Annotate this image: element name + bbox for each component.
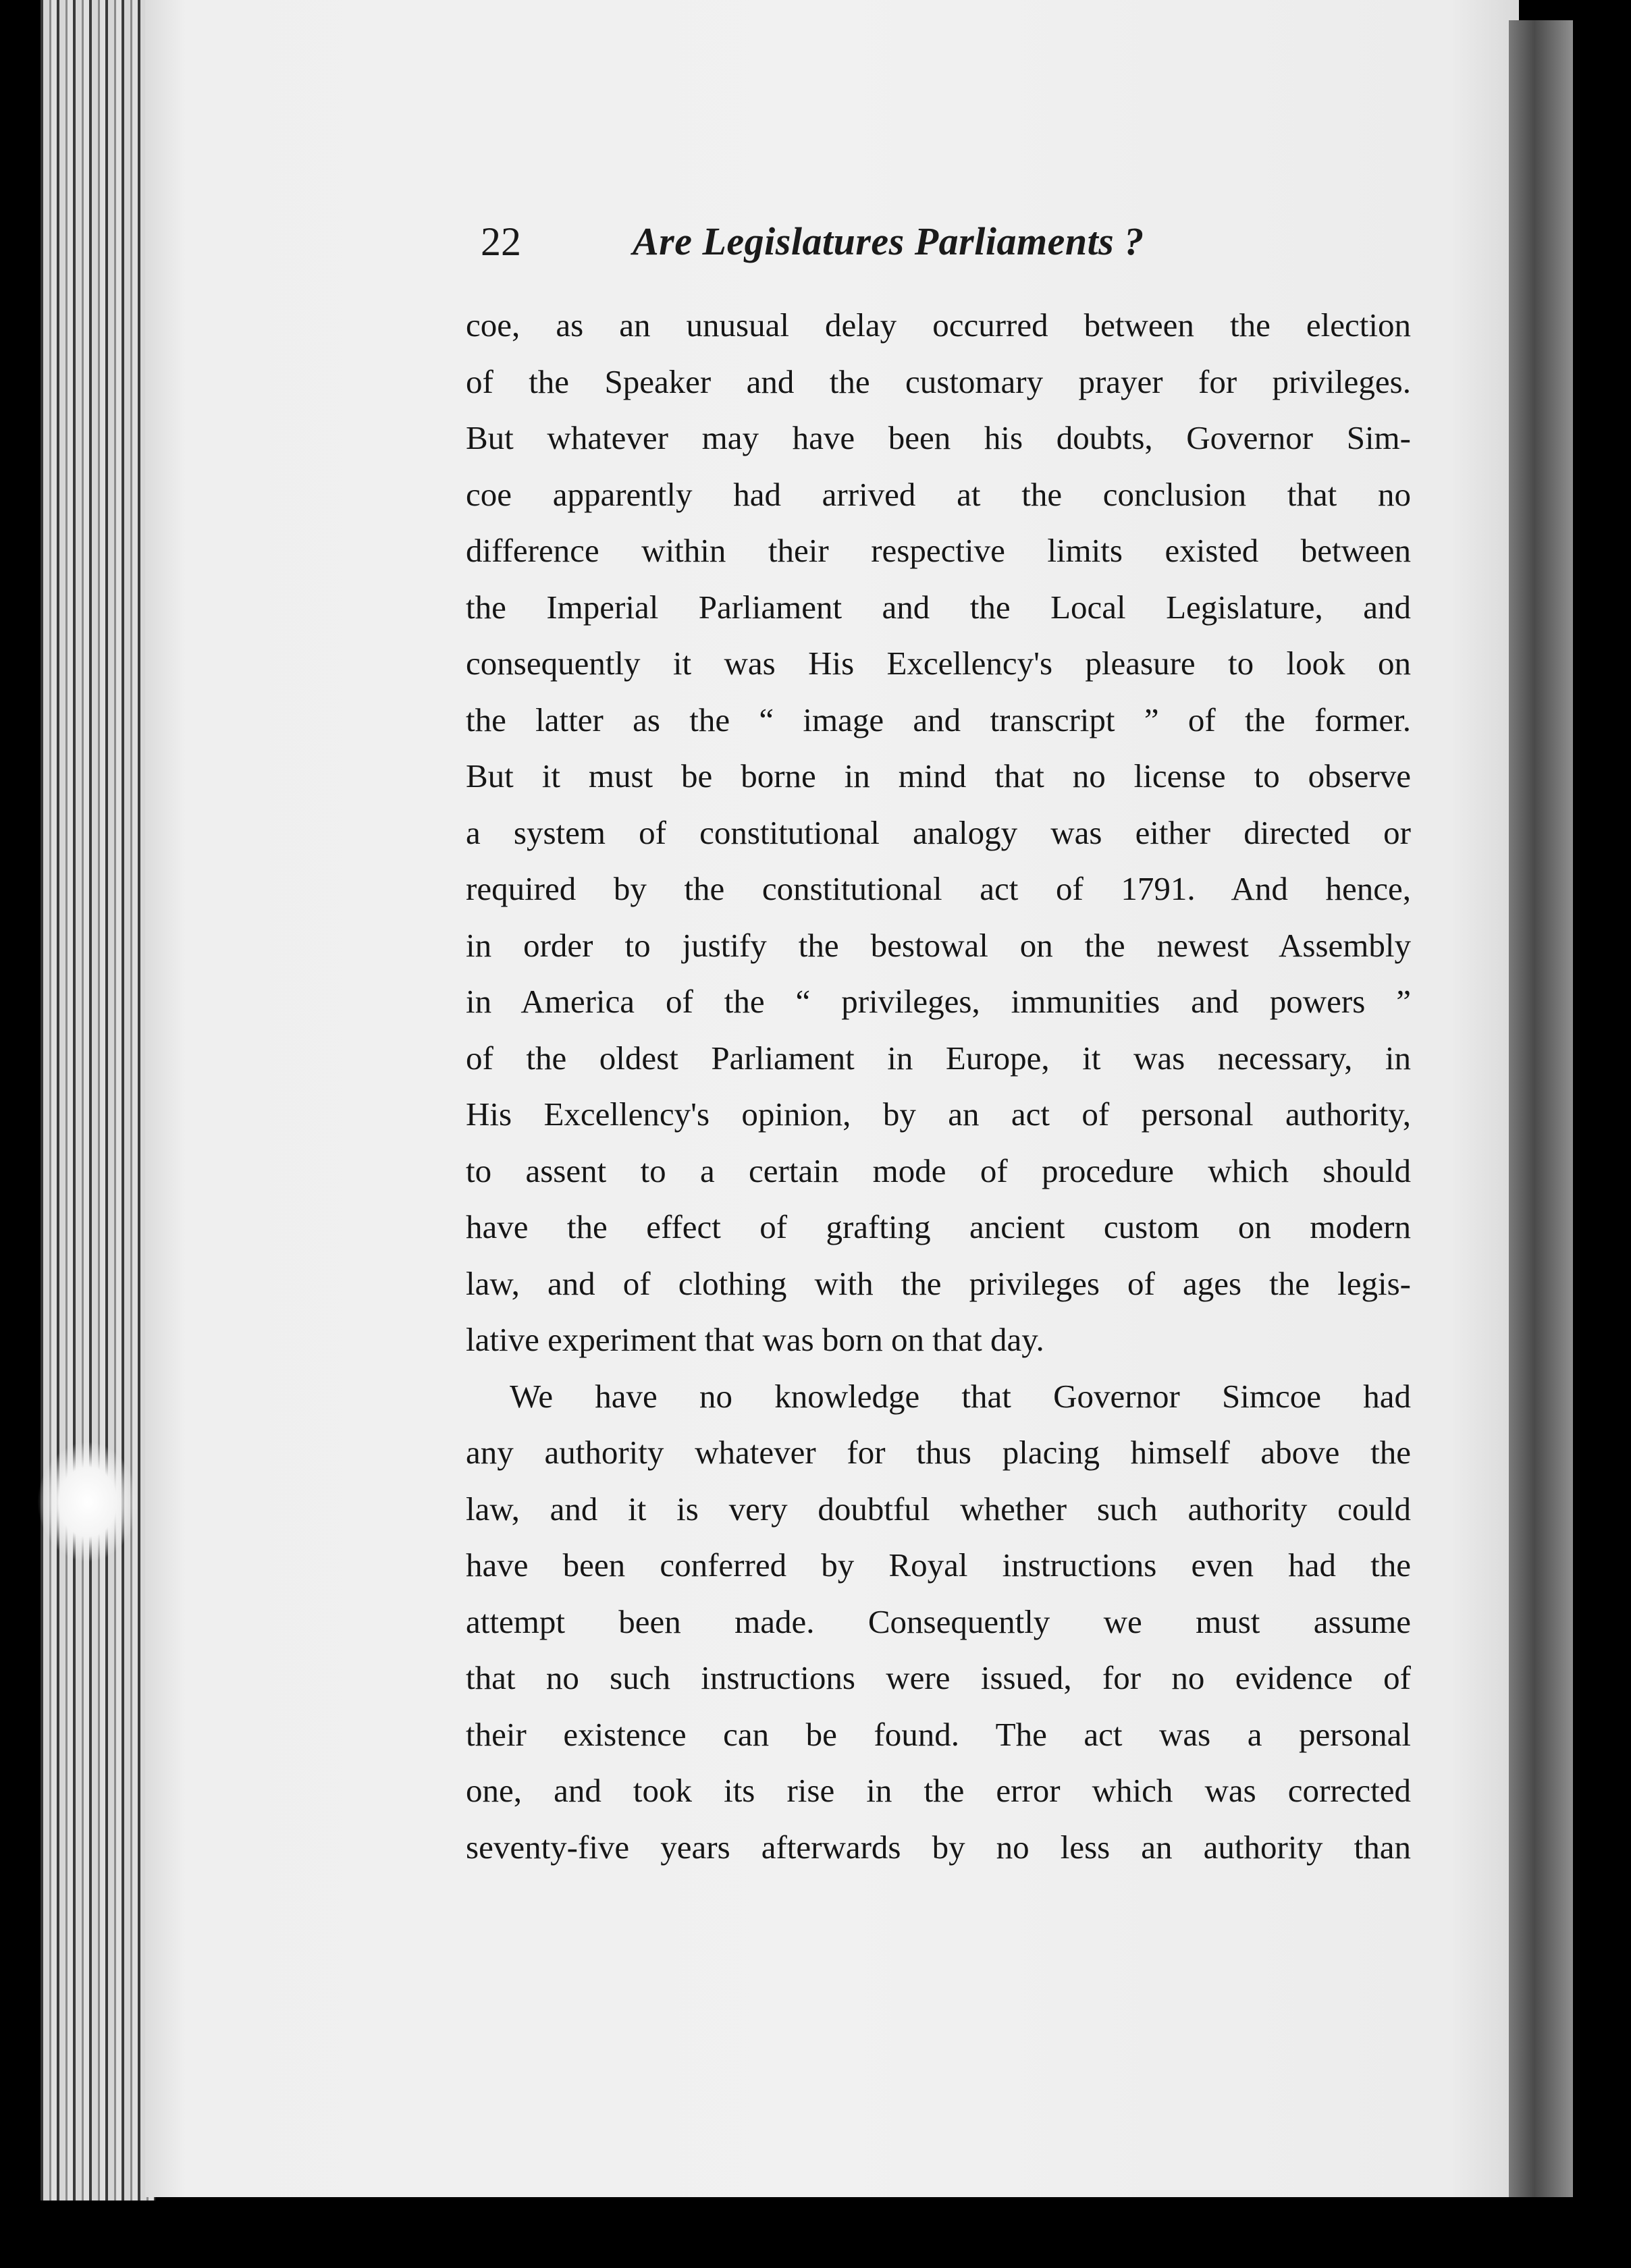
scan-border xyxy=(1573,0,1631,2268)
text-line: of the oldest Parliament in Europe, it was necessary, in xyxy=(466,1039,1411,1077)
text-line: law, and of clothing with the privileges of ages the legis- xyxy=(466,1264,1411,1302)
page-number: 22 xyxy=(481,219,521,264)
paper-stain xyxy=(37,1441,138,1563)
text-line: have the effect of grafting ancient custom on modern xyxy=(466,1208,1411,1245)
text-line: that no such instructions were issued, for no evidence of xyxy=(466,1659,1411,1696)
text-line: one, and took its rise in the error which was corrected xyxy=(466,1772,1411,1809)
text-line: coe, as an unusual delay occurred between the election xyxy=(466,306,1411,344)
text-line: difference within their respective limits existed between xyxy=(466,532,1411,569)
text-line: in order to justify the bestowal on the newest Assembly xyxy=(466,926,1411,964)
text-line: have been conferred by Royal instructions even had the xyxy=(466,1546,1411,1584)
text-line: of the Speaker and the customary prayer for privileges. xyxy=(466,362,1411,400)
body-text xyxy=(466,297,1411,1875)
text-line: to assent to a certain mode of procedure which should xyxy=(466,1152,1411,1189)
facing-page-edge xyxy=(1509,20,1573,2197)
text-line: in America of the “ privileges, immunities and powers ” xyxy=(466,983,1411,1020)
text-line: We have no knowledge that Governor Simcoe had xyxy=(510,1377,1411,1415)
text-line: law, and it is very doubtful whether such authority could xyxy=(466,1490,1411,1528)
text-line: But it must be borne in mind that no license to observe xyxy=(466,757,1411,794)
text-line: consequently it was His Excellency's pleasure to look on xyxy=(466,645,1411,682)
text-line: any authority whatever for thus placing himself above the xyxy=(466,1434,1411,1471)
text-line: lative experiment that was born on that day. xyxy=(466,1321,1044,1358)
text-line: their existence can be found. The act was a personal xyxy=(466,1715,1411,1753)
text-line: But whatever may have been his doubts, Governor Sim- xyxy=(466,419,1411,456)
text-line: attempt been made. Consequently we must assume xyxy=(466,1602,1411,1640)
text-line: coe apparently had arrived at the conclusion that no xyxy=(466,475,1411,513)
text-line: seventy-five years afterwards by no less an authority than xyxy=(466,1828,1411,1866)
text-line: a system of constitutional analogy was either directed or xyxy=(466,813,1411,851)
running-head xyxy=(481,215,1223,269)
text-line: required by the constitutional act of 1791. And hence, xyxy=(466,870,1411,907)
running-title: Are Legislatures Parliaments ? xyxy=(633,219,1144,263)
text-line: the latter as the “ image and transcript ” of the former. xyxy=(466,701,1411,738)
page-edges xyxy=(41,0,155,2200)
text-line: the Imperial Parliament and the Local Legislature, and xyxy=(466,588,1411,626)
text-line: His Excellency's opinion, by an act of personal authority, xyxy=(466,1096,1411,1133)
